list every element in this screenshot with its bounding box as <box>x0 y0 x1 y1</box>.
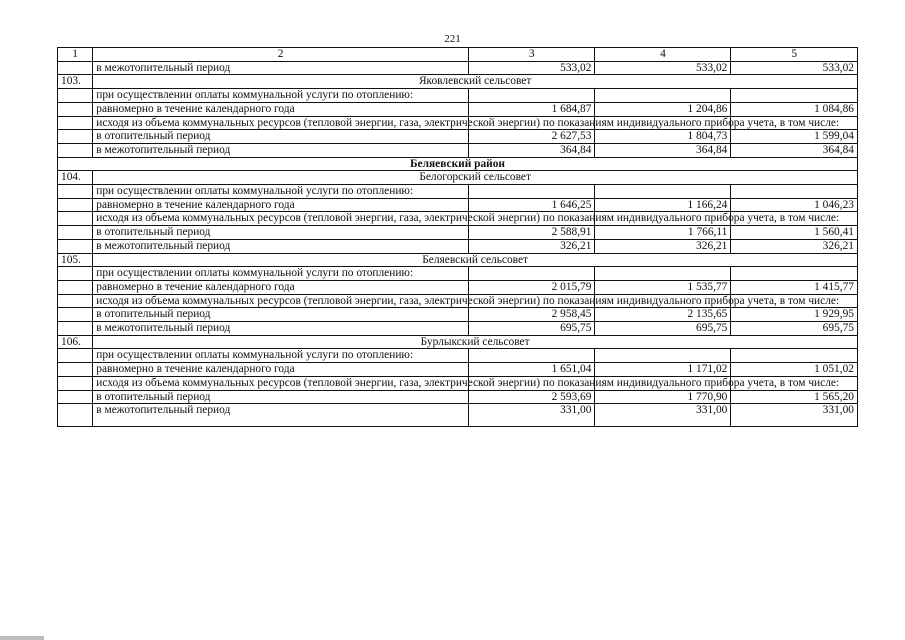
value-cell: 1 929,95 <box>731 308 858 322</box>
settlement-name: Яковлевский сельсовет <box>93 75 858 89</box>
value-cell: 695,75 <box>595 322 731 336</box>
value-cell: 695,75 <box>731 322 858 336</box>
table-row <box>58 294 858 308</box>
header-cell: 5 <box>731 48 858 62</box>
row-number: 105. <box>58 253 93 267</box>
table-row <box>58 308 858 322</box>
row-label: исходя из объема коммунальных ресурсов (тепловой энергии, газа, электрической энергии) по показаниям индивидуального прибора учета, в том числе: <box>93 376 469 390</box>
row-label: в отопительный период <box>93 130 469 144</box>
row-number-cell <box>58 102 93 116</box>
table-row <box>58 102 858 116</box>
settlement-name: Бурлыкский сельсовет <box>93 335 858 349</box>
value-cell: 533,02 <box>731 61 858 75</box>
table-row <box>58 363 858 377</box>
header-cell: 1 <box>58 48 93 62</box>
row-number: 106. <box>58 335 93 349</box>
row-number-cell <box>58 349 93 363</box>
row-number-cell <box>58 404 93 427</box>
edge-mark <box>0 636 44 640</box>
table-row <box>58 404 858 427</box>
row-label: в межотопительный период <box>93 61 469 75</box>
row-number-cell <box>58 226 93 240</box>
settlement-row <box>58 75 858 89</box>
district-title: Беляевский район <box>58 157 858 171</box>
table-row <box>58 267 858 281</box>
row-number-cell <box>58 294 93 308</box>
row-label: равномерно в течение календарного года <box>93 363 469 377</box>
value-cell: 1 766,11 <box>595 226 731 240</box>
value-cell: 2 593,69 <box>468 390 595 404</box>
header-cell: 2 <box>93 48 469 62</box>
value-cell: 2 135,65 <box>595 308 731 322</box>
table-row <box>58 61 858 75</box>
value-cell: 1 535,77 <box>595 280 731 294</box>
table-row <box>58 185 858 199</box>
value-cell: 326,21 <box>731 239 858 253</box>
value-cell: 1 770,90 <box>595 390 731 404</box>
row-number-cell <box>58 130 93 144</box>
row-number-cell <box>58 116 93 130</box>
value-cell <box>468 89 595 103</box>
value-cell: 1 565,20 <box>731 390 858 404</box>
value-cell <box>595 349 731 363</box>
row-label: при осуществлении оплаты коммунальной услуги по отоплению: <box>93 89 469 103</box>
row-label: в межотопительный период <box>93 404 469 427</box>
value-cell: 533,02 <box>595 61 731 75</box>
row-number-cell <box>58 363 93 377</box>
settlement-name: Белогорский сельсовет <box>93 171 858 185</box>
value-cell <box>595 267 731 281</box>
row-label: исходя из объема коммунальных ресурсов (тепловой энергии, газа, электрической энергии) по показаниям индивидуального прибора учета, в том числе: <box>93 294 469 308</box>
row-number-cell <box>58 280 93 294</box>
value-cell: 331,00 <box>595 404 731 427</box>
table-row <box>58 143 858 157</box>
table-row <box>58 198 858 212</box>
table-row <box>58 89 858 103</box>
value-cell: 331,00 <box>468 404 595 427</box>
row-number-cell <box>58 143 93 157</box>
value-cell: 1 599,04 <box>731 130 858 144</box>
table-row <box>58 376 858 390</box>
value-cell: 2 627,53 <box>468 130 595 144</box>
row-number-cell <box>58 376 93 390</box>
row-number-cell <box>58 267 93 281</box>
header-cell: 4 <box>595 48 731 62</box>
header-row <box>58 48 858 62</box>
value-cell: 1 415,77 <box>731 280 858 294</box>
row-label: исходя из объема коммунальных ресурсов (тепловой энергии, газа, электрической энергии) по показаниям индивидуального прибора учета, в том числе: <box>93 212 469 226</box>
value-cell: 364,84 <box>731 143 858 157</box>
value-cell: 1 560,41 <box>731 226 858 240</box>
row-number-cell <box>58 212 93 226</box>
table-row <box>58 212 858 226</box>
table-row <box>58 280 858 294</box>
table-row <box>58 239 858 253</box>
value-cell: 1 646,25 <box>468 198 595 212</box>
value-cell: 1 046,23 <box>731 198 858 212</box>
value-cell: 364,84 <box>595 143 731 157</box>
value-cell <box>731 267 858 281</box>
value-cell <box>731 185 858 199</box>
row-number-cell <box>58 61 93 75</box>
row-label: равномерно в течение календарного года <box>93 102 469 116</box>
value-cell: 2 015,79 <box>468 280 595 294</box>
row-number-cell <box>58 390 93 404</box>
value-cell <box>468 267 595 281</box>
value-cell: 326,21 <box>468 239 595 253</box>
row-label: при осуществлении оплаты коммунальной услуги по отоплению: <box>93 349 469 363</box>
table-row <box>58 349 858 363</box>
row-label: при осуществлении оплаты коммунальной услуги по отоплению: <box>93 185 469 199</box>
value-cell: 1 651,04 <box>468 363 595 377</box>
row-number-cell <box>58 89 93 103</box>
row-number-cell <box>58 308 93 322</box>
value-cell <box>731 89 858 103</box>
value-cell: 331,00 <box>731 404 858 427</box>
value-cell: 1 204,86 <box>595 102 731 116</box>
value-cell <box>595 89 731 103</box>
row-number: 104. <box>58 171 93 185</box>
value-cell: 1 171,02 <box>595 363 731 377</box>
settlement-name: Беляевский сельсовет <box>93 253 858 267</box>
district-row <box>58 157 858 171</box>
row-label: исходя из объема коммунальных ресурсов (тепловой энергии, газа, электрической энергии) по показаниям индивидуального прибора учета, в том числе: <box>93 116 469 130</box>
value-cell: 2 958,45 <box>468 308 595 322</box>
value-cell <box>595 185 731 199</box>
row-number-cell <box>58 322 93 336</box>
value-cell: 364,84 <box>468 143 595 157</box>
table-row <box>58 130 858 144</box>
settlement-row <box>58 253 858 267</box>
value-cell: 1 684,87 <box>468 102 595 116</box>
value-cell: 1 051,02 <box>731 363 858 377</box>
value-cell <box>731 349 858 363</box>
row-label: в межотопительный период <box>93 322 469 336</box>
table-row <box>58 226 858 240</box>
row-label: равномерно в течение календарного года <box>93 280 469 294</box>
table-row <box>58 116 858 130</box>
page-number: 221 <box>444 33 461 45</box>
row-label: равномерно в течение календарного года <box>93 198 469 212</box>
value-cell: 695,75 <box>468 322 595 336</box>
row-number-cell <box>58 198 93 212</box>
value-cell <box>468 185 595 199</box>
row-label: в отопительный период <box>93 226 469 240</box>
row-label: в отопительный период <box>93 390 469 404</box>
header-cell: 3 <box>468 48 595 62</box>
settlement-row <box>58 335 858 349</box>
row-label: в межотопительный период <box>93 239 469 253</box>
row-label: при осуществлении оплаты коммунальной услуги по отоплению: <box>93 267 469 281</box>
value-cell: 1 166,24 <box>595 198 731 212</box>
row-number-cell <box>58 185 93 199</box>
value-cell: 1 804,73 <box>595 130 731 144</box>
value-cell: 1 084,86 <box>731 102 858 116</box>
table-row <box>58 322 858 336</box>
row-number-cell <box>58 239 93 253</box>
settlement-row <box>58 171 858 185</box>
table-row <box>58 390 858 404</box>
value-cell: 2 588,91 <box>468 226 595 240</box>
value-cell: 533,02 <box>468 61 595 75</box>
tariff-table <box>57 47 858 427</box>
row-label: в отопительный период <box>93 308 469 322</box>
row-label: в межотопительный период <box>93 143 469 157</box>
row-number: 103. <box>58 75 93 89</box>
value-cell <box>468 349 595 363</box>
value-cell: 326,21 <box>595 239 731 253</box>
